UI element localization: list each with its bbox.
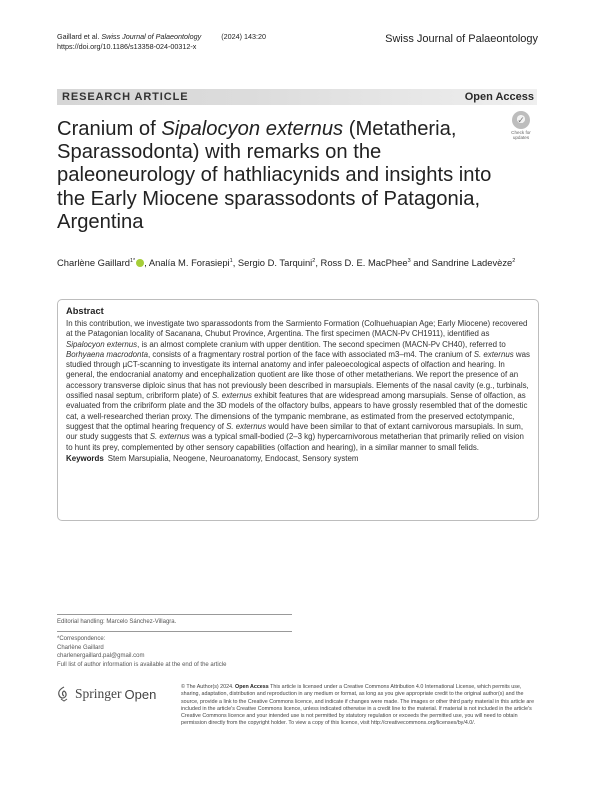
keywords — [66, 454, 530, 464]
abstract-seg: was studied through µCT-scanning to investigate its internal anatomy and infer paleoecological aspects of olfaction and hearing. In general, the endocranial anatomy and encephalization quotient are like those of other metatherians. We report the presence of an accessory transverse diploic sinus that has not previously been described in marsupials. Elements of the nasal cavity (e.g., turbinals, ossified nasal septum, cribriform plate) of — [66, 349, 530, 401]
journal-name-header: Swiss Journal of Palaeontology — [385, 33, 538, 45]
check-for-updates-icon: ✓ — [512, 111, 530, 129]
check-updates-line1: Check for — [511, 130, 531, 135]
check-for-updates-text — [508, 130, 534, 140]
abstract-seg: In this contribution, we investigate two sparassodonts from the Sarmiento Formation (Colhuehuapian Age; Early Miocene) recovered at the Patagonian locality of Sacanana, Chubut Province, Argentina. The first specimen (MACN-Pv CH1911), identified as — [66, 319, 528, 339]
abstract-text — [66, 319, 530, 453]
publisher-word2: Open — [124, 686, 157, 702]
footnotes — [57, 614, 292, 669]
license-body: This article is licensed under a Creative Commons Attribution 4.0 International License, which permits use, sharing, adaptation, distribution and reproduction in any medium or format, as long as you give appropriate credit to the original author(s) and the source, provide a link to the Creative Commons licence, and indicate if changes were made. The images or other third party material in this article are included in the article's Creative Commons licence, unless indicated otherwise in a credit line to the material. If material is not included in the article's Creative Commons licence and your intended use is not permitted by statutory regulation or exceeds the permitted use, you will need to obtain permission directly from the copyright holder. To view a copy of this licence, visit http://creativecommons.org/licenses/by/4.0/. — [181, 684, 535, 727]
keywords-label: Keywords — [66, 453, 104, 463]
author-affiliation: 2 — [512, 257, 516, 264]
title-part2: (Metatheria, Sparassodonta) with remarks on the paleoneurology of hathliacynids and insights into the Early Miocene sparassodonts of Patagonia, Argentina — [57, 118, 492, 233]
author-name[interactable]: Sandrine Ladevèze — [431, 257, 513, 268]
license-open-access: Open Access — [235, 684, 269, 690]
abstract-seg: was a typical small-bodied (2–3 kg) hypercarnivorous metatherian that primarily relied on vision to hunt its prey, complemented by other sensory capabilities (olfaction and hearing), in a similar manner to small felids. — [66, 432, 524, 452]
correspondence-block — [57, 631, 292, 669]
author-info-note: Full list of author information is available at the end of the article — [57, 661, 227, 668]
author-affiliation: 1 — [229, 257, 233, 264]
article-type-label: RESEARCH ARTICLE — [62, 91, 189, 103]
author-name[interactable]: Sergio D. Tarquini — [237, 257, 313, 268]
publisher-logo[interactable] — [57, 684, 156, 704]
abstract-seg-italic: Sipalocyon externus — [66, 339, 138, 349]
author-separator: , — [315, 257, 321, 268]
author-affiliation: 2 — [312, 257, 316, 264]
springer-open-logo-icon — [57, 686, 71, 702]
author-separator: , — [232, 257, 238, 268]
abstract-seg-italic: S. externus — [473, 349, 514, 359]
abstract-seg: exhibit features that are widespread among marsupials. Sense of olfaction, as evaluated from the cribriform plate and the 3D models of the olfactory bulbs, appears to have grossly resembled that of the domestic cat, a well-researched therian proxy. The dimensions of the tympanic membrane, as estimated from the preserved ectotympanic, suggest that the optimal hearing frequency of — [66, 391, 528, 431]
author-affiliation: 1* — [129, 257, 136, 264]
correspondence-email[interactable]: charlenergaillard.pal@gmail.com — [57, 653, 145, 660]
abstract-seg-italic: S. externus — [149, 432, 190, 442]
citation-line — [57, 32, 266, 42]
abstract-seg: , consists of a fragmentary rostral portion of the face with associated m3–m4. The cranium of — [148, 349, 474, 359]
citation-authors: Gaillard et al. — [57, 32, 102, 41]
correspondence-name: Charlène Gaillard — [57, 644, 104, 651]
author-separator: , — [144, 257, 149, 268]
open-access-label: Open Access — [464, 90, 534, 103]
citation-journal: Swiss Journal of Palaeontology — [101, 32, 202, 41]
author-separator: and — [410, 257, 432, 268]
abstract-seg-italic: Borhyaena macrodonta — [66, 349, 149, 359]
publisher-word1: Springer — [75, 686, 122, 701]
abstract-seg-italic: S. externus — [212, 391, 252, 401]
check-updates-line2: updates — [512, 135, 530, 140]
correspondence-label: *Correspondence: — [57, 636, 106, 643]
abstract-heading: Abstract — [66, 306, 104, 316]
doi-link[interactable]: https://doi.org/10.1186/s13358-024-00312-x — [57, 42, 197, 51]
author-name[interactable]: Ross D. E. MacPhee — [320, 257, 408, 268]
article-type-banner — [57, 89, 537, 105]
author-affiliation: 3 — [407, 257, 411, 264]
abstract-box — [57, 299, 539, 521]
abstract-seg-italic: S. externus — [226, 421, 267, 431]
title-species: Sipalocyon externus — [161, 118, 344, 140]
editorial-handling: Editorial handling: Marcelo Sánchez-Villagra. — [57, 619, 177, 625]
abstract-seg: would have been similar to that of extant carnivorous marsupials. In sum, our study suggests that — [66, 421, 524, 442]
article-title — [57, 118, 497, 234]
license-prefix: © The Author(s) 2024. — [181, 684, 236, 690]
author-name[interactable]: Charlène Gaillard — [57, 257, 130, 268]
running-header-citation — [57, 32, 266, 52]
abstract-seg: , is an almost complete cranium with upper dentition. The second specimen (MACN-Pv CH40), referred to — [137, 339, 506, 349]
author-list — [57, 257, 547, 268]
title-part1: Cranium of — [57, 118, 162, 140]
orcid-icon[interactable] — [136, 259, 144, 267]
license-text — [181, 684, 541, 728]
check-for-updates-badge[interactable] — [508, 111, 534, 141]
citation-year-issue: (2024) 143:20 — [201, 32, 266, 41]
author-name[interactable]: Analía M. Forasiepi — [148, 257, 230, 268]
keywords-text: Stem Marsupialia, Neogene, Neuroanatomy, Endocast, Sensory system — [107, 453, 359, 463]
